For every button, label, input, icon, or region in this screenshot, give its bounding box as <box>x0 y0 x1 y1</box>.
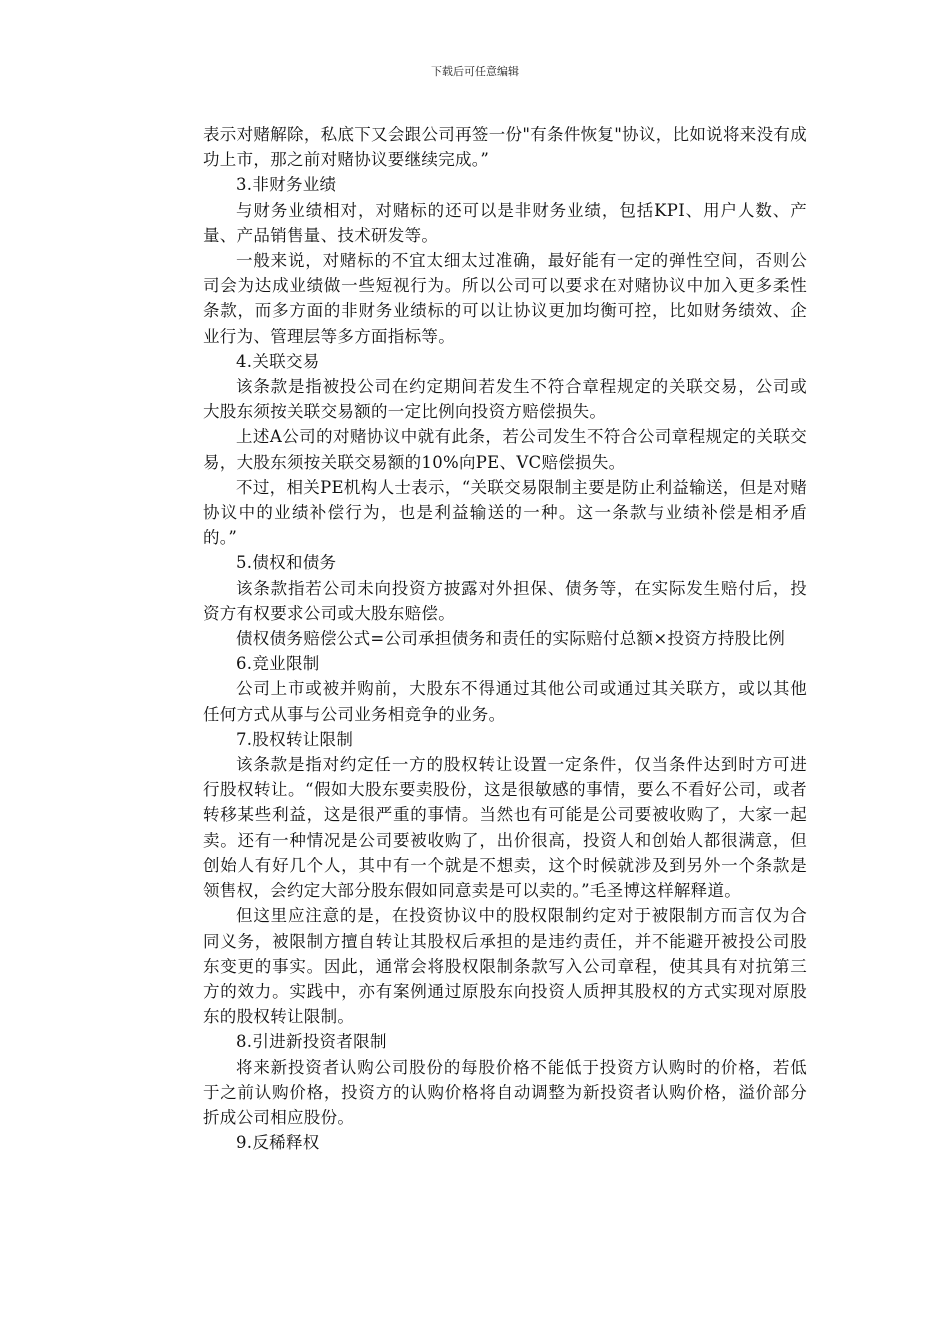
body-paragraph: 该条款指若公司未向投资方披露对外担保、债务等，在实际发生赔付后，投资方有权要求公司或大股东赔偿。 <box>203 578 807 623</box>
section-heading: 7.股权转让限制 <box>236 729 354 749</box>
section-heading: 6.竞业限制 <box>236 654 320 674</box>
body-paragraph: 债权债务赔偿公式=公司承担债务和责任的实际赔付总额×投资方持股比例 <box>236 629 786 649</box>
body-paragraph: 该条款是指被投公司在约定期间若发生不符合章程规定的关联交易，公司或大股东须按关联交易额的一定比例向投资方赔偿损失。 <box>203 377 807 422</box>
document-body <box>203 122 807 1155</box>
section-heading: 5.债权和债务 <box>236 553 337 573</box>
body-paragraph: 表示对赌解除，私底下又会跟公司再签一份"有条件恢复"协议，比如说将来没有成功上市，那之前对赌协议要继续完成。” <box>203 125 807 170</box>
body-paragraph: 上述A公司的对赌协议中就有此条，若公司发生不符合公司章程规定的关联交易，大股东须按关联交易额的10%向PE、VC赔偿损失。 <box>203 427 807 472</box>
body-paragraph: 一般来说，对赌标的不宜太细太过准确，最好能有一定的弹性空间，否则公司会为达成业绩做一些短视行为。所以公司可以要求在对赌协议中加入更多柔性条款，而多方面的非财务业绩标的可以让协议更加均衡可控，比如财务绩效、企业行为、管理层等多方面指标等。 <box>203 251 807 346</box>
body-paragraph: 与财务业绩相对，对赌标的还可以是非财务业绩，包括KPI、用户人数、产量、产品销售量、技术研发等。 <box>203 200 807 245</box>
body-paragraph: 公司上市或被并购前，大股东不得通过其他公司或通过其关联方，或以其他任何方式从事与公司业务相竞争的业务。 <box>203 679 807 724</box>
body-paragraph: 但这里应注意的是，在投资协议中的股权限制约定对于被限制方而言仅为合同义务，被限制方擅自转让其股权后承担的是违约责任，并不能避开被投公司股东变更的事实。因此，通常会将股权限制条款写入公司章程，使其具有对抗第三方的效力。实践中，亦有案例通过原股东向投资人质押其股权的方式实现对原股东的股权转让限制。 <box>203 906 807 1027</box>
body-paragraph: 该条款是指对约定任一方的股权转让设置一定条件，仅当条件达到时方可进行股权转让。“假如大股东要卖股份，这是很敏感的事情，要么不看好公司，或者转移某些利益，这是很严重的事情。当然也有可能是公司要被收购了，大家一起卖。还有一种情况是公司要被收购了，出价很高，投资人和创始人都很满意，但创始人有好几个人，其中有一个就是不想卖，这个时候就涉及到另外一个条款是领售权，会约定大部分股东假如同意卖是可以卖的。”毛圣博这样解释道。 <box>203 755 807 901</box>
body-paragraph: 不过，相关PE机构人士表示，“关联交易限制主要是防止利益输送，但是对赌协议中的业绩补偿行为，也是利益输送的一种。这一条款与业绩补偿是相矛盾的。” <box>203 477 807 548</box>
body-paragraph: 将来新投资者认购公司股份的每股价格不能低于投资方认购时的价格，若低于之前认购价格，投资方的认购价格将自动调整为新投资者认购价格，溢价部分折成公司相应股份。 <box>203 1057 807 1127</box>
section-heading: 9.反稀释权 <box>236 1133 320 1153</box>
section-heading: 3.非财务业绩 <box>236 175 337 195</box>
section-heading: 8.引进新投资者限制 <box>236 1032 387 1052</box>
section-heading: 4.关联交易 <box>236 351 320 371</box>
page-header: 下载后可任意编辑 <box>431 65 519 78</box>
